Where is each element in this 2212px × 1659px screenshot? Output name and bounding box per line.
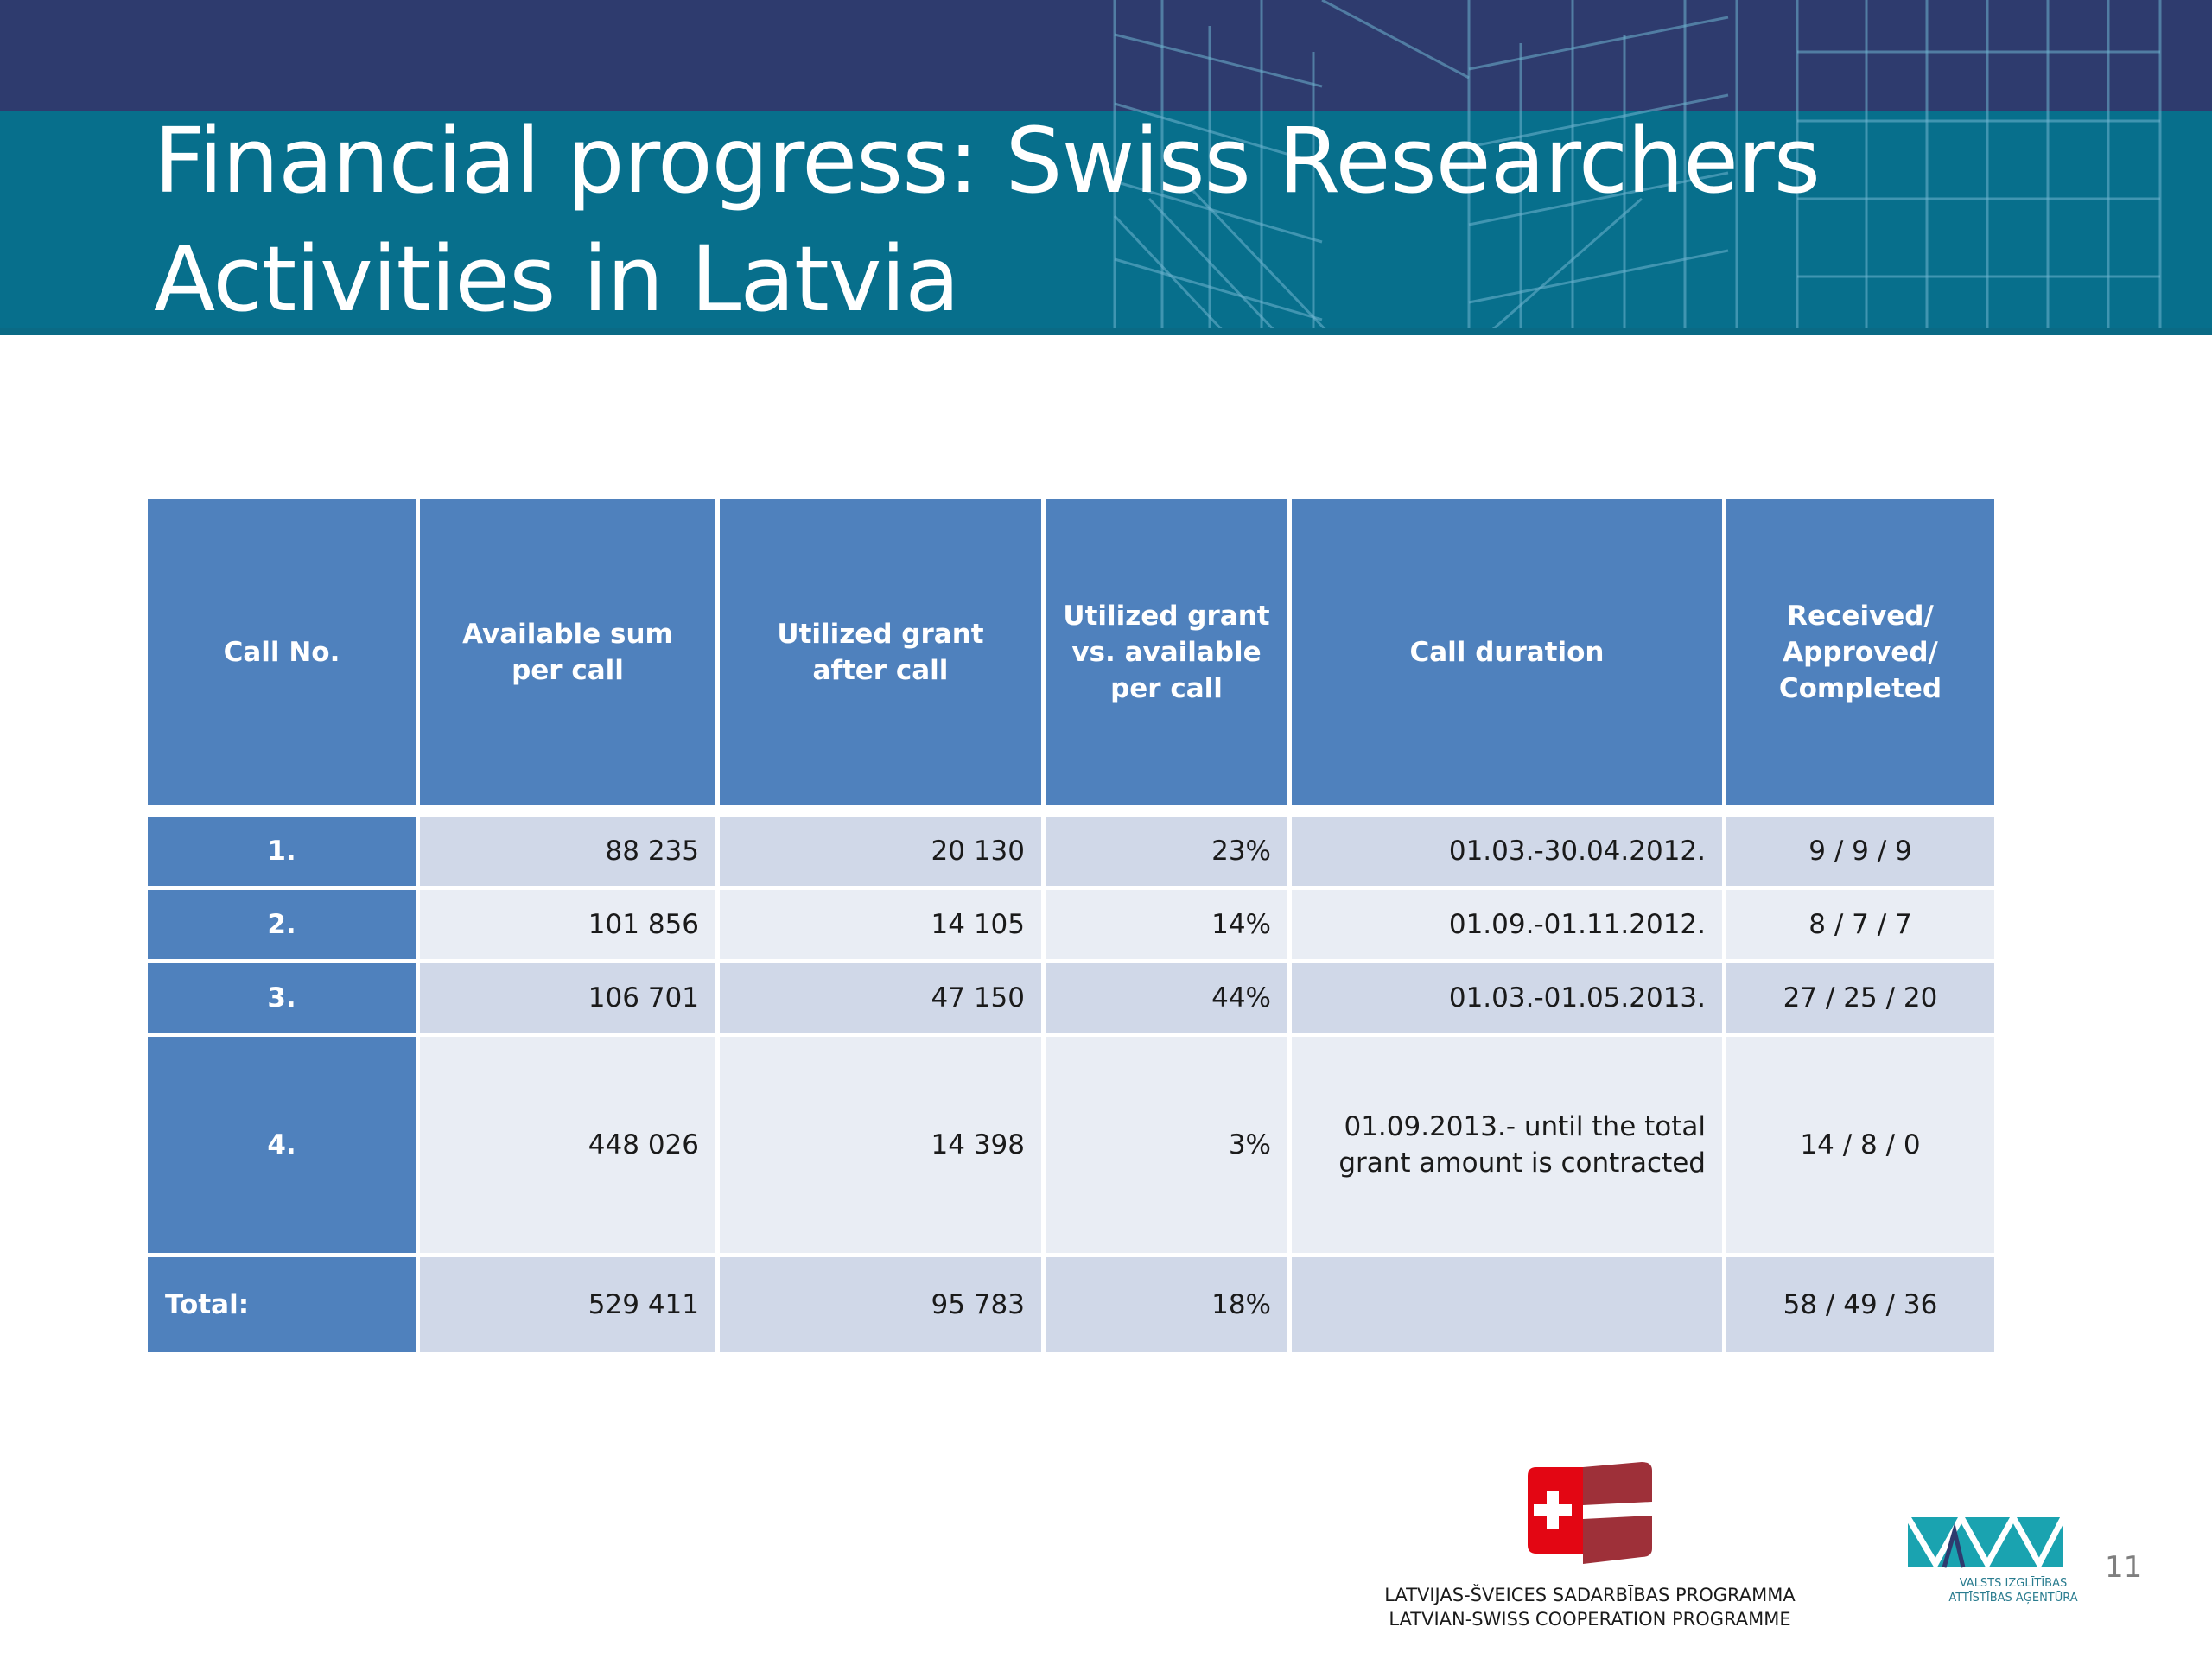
page-number: 11 bbox=[2105, 1550, 2143, 1585]
cell-total-call-duration bbox=[1292, 1257, 1722, 1352]
cell-call-no: 3. bbox=[148, 963, 416, 1033]
agency-name-line-1: VALSTS IZGLĪTĪBAS bbox=[1959, 1577, 2068, 1590]
column-header-call-duration: Call duration bbox=[1292, 499, 1722, 805]
financial-progress-table bbox=[143, 494, 1999, 1357]
cell-total-available-sum: 529 411 bbox=[420, 1257, 715, 1352]
cell-utilized-grant: 14 105 bbox=[720, 890, 1041, 959]
programme-name-en: LATVIAN-SWISS COOPERATION PROGRAMME bbox=[1389, 1609, 1791, 1630]
agency-name-line-2: ATTĪSTĪBAS AĢENTŪRA bbox=[1948, 1592, 2078, 1605]
cell-total-label: Total: bbox=[148, 1257, 416, 1352]
cell-call-duration: 01.09.-01.11.2012. bbox=[1292, 890, 1722, 959]
cell-utilized-grant: 20 130 bbox=[720, 817, 1041, 886]
column-header-utilized-grant: Utilized grant after call bbox=[720, 499, 1041, 805]
swiss-latvian-flag-logo-icon bbox=[1521, 1460, 1659, 1568]
slide-title: Financial progress: Swiss Researchers Activities in Latvia bbox=[154, 108, 1820, 332]
cell-total-utilized-percent: 18% bbox=[1046, 1257, 1287, 1352]
cell-received-approved-completed: 14 / 8 / 0 bbox=[1726, 1037, 1994, 1253]
table-row bbox=[148, 963, 1994, 1033]
cell-call-no: 2. bbox=[148, 890, 416, 959]
cell-utilized-percent: 3% bbox=[1046, 1037, 1287, 1253]
table-total-row bbox=[148, 1257, 1994, 1352]
cell-call-duration: 01.03.-30.04.2012. bbox=[1292, 817, 1722, 886]
cell-available-sum: 106 701 bbox=[420, 963, 715, 1033]
cell-call-duration: 01.03.-01.05.2013. bbox=[1292, 963, 1722, 1033]
cell-received-approved-completed: 27 / 25 / 20 bbox=[1726, 963, 1994, 1033]
table-row bbox=[148, 817, 1994, 886]
table-header-row bbox=[148, 499, 1994, 805]
programme-name bbox=[1357, 1583, 1823, 1631]
column-header-available-sum: Available sum per call bbox=[420, 499, 715, 805]
table-row bbox=[148, 890, 1994, 959]
cell-utilized-percent: 14% bbox=[1046, 890, 1287, 959]
viaa-logo-icon bbox=[1901, 1514, 2074, 1570]
cell-utilized-grant: 14 398 bbox=[720, 1037, 1041, 1253]
cell-total-utilized-grant: 95 783 bbox=[720, 1257, 1041, 1352]
table-row bbox=[148, 1037, 1994, 1253]
column-header-call-no: Call No. bbox=[148, 499, 416, 805]
cell-received-approved-completed: 9 / 9 / 9 bbox=[1726, 817, 1994, 886]
cell-call-no: 1. bbox=[148, 817, 416, 886]
cell-utilized-grant: 47 150 bbox=[720, 963, 1041, 1033]
cell-available-sum: 101 856 bbox=[420, 890, 715, 959]
column-header-utilized-vs-available: Utilized grant vs. available per call bbox=[1046, 499, 1287, 805]
cell-available-sum: 448 026 bbox=[420, 1037, 715, 1253]
cell-call-no: 4. bbox=[148, 1037, 416, 1253]
cell-received-approved-completed: 8 / 7 / 7 bbox=[1726, 890, 1994, 959]
programme-name-lv: LATVIJAS-ŠVEICES SADARBĪBAS PROGRAMMA bbox=[1384, 1585, 1796, 1605]
cell-utilized-percent: 23% bbox=[1046, 817, 1287, 886]
cell-total-received-approved-completed: 58 / 49 / 36 bbox=[1726, 1257, 1994, 1352]
cell-available-sum: 88 235 bbox=[420, 817, 715, 886]
cell-utilized-percent: 44% bbox=[1046, 963, 1287, 1033]
cell-call-duration: 01.09.2013.- until the total grant amount is contracted bbox=[1292, 1037, 1722, 1253]
column-header-received-approved-completed: Received/ Approved/ Completed bbox=[1726, 499, 1994, 805]
agency-name bbox=[1936, 1576, 2091, 1605]
